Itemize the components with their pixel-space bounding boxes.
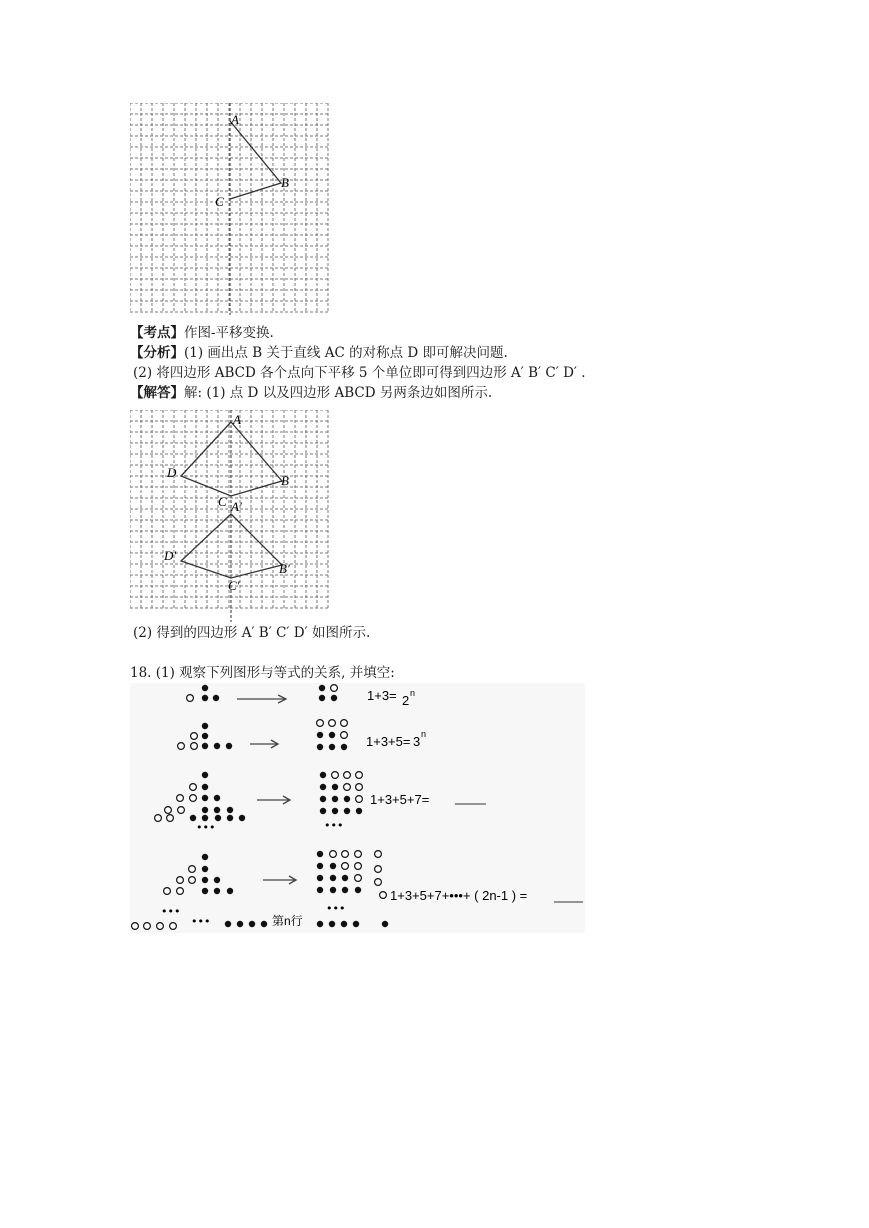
filled-dot (226, 743, 232, 749)
filled-dot (319, 695, 325, 701)
filled-dot (320, 796, 326, 802)
filled-dot (214, 807, 220, 813)
hollow-dot (177, 888, 184, 895)
filled-dot (344, 796, 350, 802)
hollow-dot (191, 733, 198, 740)
filled-dot (214, 743, 220, 749)
filled-dot (330, 887, 336, 893)
filled-dot (320, 772, 326, 778)
filled-dot (202, 866, 208, 872)
hollow-dot (355, 875, 362, 882)
filled-dot (382, 921, 388, 927)
hollow-dot (170, 923, 177, 930)
filled-dot (330, 875, 336, 881)
filled-dot (317, 744, 323, 750)
hollow-dot (317, 720, 324, 727)
filled-dot (213, 695, 219, 701)
hollow-dot (342, 851, 349, 858)
filled-dot (249, 921, 255, 927)
filled-dot (227, 888, 233, 894)
fenxi-line (130, 344, 508, 362)
jieda-tag: 【解答】 (130, 385, 184, 401)
hollow-dot (177, 877, 184, 884)
filled-dot (353, 921, 359, 927)
filled-dot (214, 888, 220, 894)
filled-dot (329, 744, 335, 750)
filled-dot (317, 863, 323, 869)
hollow-dot (189, 877, 196, 884)
hollow-dot (329, 720, 336, 727)
label-b: B (281, 175, 289, 190)
filled-dot (202, 877, 208, 883)
hollow-dot (356, 796, 363, 803)
hollow-dot (177, 795, 184, 802)
hollow-dot (178, 743, 185, 750)
filled-dot (202, 743, 208, 749)
hollow-dot (375, 879, 382, 886)
hollow-dot (187, 695, 194, 702)
fenxi-tag: 【分析】 (130, 345, 184, 361)
filled-dot (332, 784, 338, 790)
equation-1-exp: n (410, 688, 416, 698)
filled-dot (202, 685, 208, 691)
hollow-dot (342, 863, 349, 870)
hollow-dot (332, 772, 339, 779)
filled-dot (237, 921, 243, 927)
label-d-prime: D′ (164, 548, 177, 563)
label-d: D (167, 465, 177, 480)
jieda-text-1: 解: (1) 点 D 以及四边形 ABCD 另两条边如图所示. (184, 385, 493, 401)
label-a: A (231, 112, 239, 127)
label-a-prime: A′ (231, 499, 242, 514)
figure-3-dots (130, 683, 585, 933)
filled-dot (202, 723, 208, 729)
filled-dot (341, 921, 347, 927)
filled-dot (356, 808, 362, 814)
fenxi-text-1: (1) 画出点 B 关于直线 AC 的对称点 D 即可解决问题. (184, 345, 508, 361)
hollow-dot (157, 923, 164, 930)
filled-dot (332, 808, 338, 814)
filled-dot (214, 795, 220, 801)
filled-dot (320, 784, 326, 790)
equation-3: 1+3+5+7= (370, 792, 430, 807)
filled-dot (227, 815, 233, 821)
hollow-dot (330, 851, 337, 858)
label-c-prime: C′ (228, 578, 240, 593)
hollow-dot (164, 888, 171, 895)
label-b: B (281, 473, 289, 488)
filled-dot (342, 887, 348, 893)
hollow-dot (344, 772, 351, 779)
equation-1-base: 2 (402, 693, 410, 708)
equation-2-exp: n (421, 729, 427, 739)
figure-2-grid (130, 410, 330, 622)
equation-2: 1+3+5= (366, 734, 411, 749)
hollow-dot (167, 815, 174, 822)
filled-dot (317, 887, 323, 893)
filled-dot (202, 784, 208, 790)
filled-dot (317, 851, 323, 857)
jieda-line (130, 384, 492, 402)
filled-dot (202, 854, 208, 860)
ellipsis-dots: ••• (324, 819, 344, 832)
filled-dot (239, 815, 245, 821)
filled-dot (227, 807, 233, 813)
hollow-dot (191, 743, 198, 750)
hollow-dot (189, 866, 196, 873)
filled-dot (261, 921, 267, 927)
equation-2-base: 3 (413, 734, 421, 749)
filled-dot (332, 796, 338, 802)
filled-dot (329, 921, 335, 927)
filled-dot (202, 888, 208, 894)
filled-dot (202, 695, 208, 701)
hollow-dot (344, 784, 351, 791)
filled-dot (341, 744, 347, 750)
hollow-dot (375, 851, 382, 858)
filled-dot (214, 877, 220, 883)
hollow-dot (144, 923, 151, 930)
filled-dot (317, 875, 323, 881)
hollow-dot (155, 815, 162, 822)
equation-4: 1+3+5+7+•••+ ( 2n-1 ) = (390, 888, 528, 903)
hollow-dot (355, 851, 362, 858)
filled-dot (330, 863, 336, 869)
filled-dot (319, 685, 325, 691)
equation-1: 1+3= (367, 688, 397, 703)
label-c: C (215, 194, 224, 209)
filled-dot (342, 875, 348, 881)
hollow-dot (356, 784, 363, 791)
filled-dot (317, 732, 323, 738)
ellipsis-dots: ••• (161, 905, 181, 918)
hollow-dot (132, 923, 139, 930)
hollow-dot (375, 866, 382, 873)
fenxi-line-2: (2) 将四边形 ABCD 各个点向下平移 5 个单位即可得到四边形 A′ B′ C′ D′ . (133, 365, 586, 381)
kaodian-line (130, 324, 274, 342)
filled-dot (215, 815, 221, 821)
filled-dot (329, 732, 335, 738)
filled-dot (202, 772, 208, 778)
filled-dot (331, 695, 337, 701)
nth-row-label: 第n行 (272, 914, 303, 928)
hollow-dot (356, 772, 363, 779)
hollow-dot (190, 795, 197, 802)
filled-dot (320, 808, 326, 814)
kaodian-tag: 【考点】 (130, 325, 184, 341)
jieda-line-2: (2) 得到的四边形 A′ B′ C′ D′ 如图所示. (133, 625, 371, 641)
hollow-dot (341, 732, 348, 739)
filled-dot (355, 887, 361, 893)
filled-dot (202, 795, 208, 801)
hollow-dot (341, 720, 348, 727)
label-b-prime: B′ (279, 561, 290, 576)
hollow-dot (178, 807, 185, 814)
filled-dot (225, 921, 231, 927)
filled-dot (202, 733, 208, 739)
ellipsis-dots: ••• (326, 902, 346, 915)
hollow-dot (331, 685, 338, 692)
kaodian-text: 作图-平移变换. (184, 325, 274, 341)
figure-1-grid (130, 103, 330, 315)
ellipsis-dots: ••• (196, 821, 216, 834)
hollow-dot (190, 784, 197, 791)
question-18: 18. (1) 观察下列图形与等式的关系, 并填空: (130, 665, 395, 681)
hollow-dot (355, 863, 362, 870)
label-a: A (233, 412, 241, 427)
filled-dot (317, 921, 323, 927)
filled-dot (344, 808, 350, 814)
filled-dot (202, 807, 208, 813)
hollow-dot (380, 892, 387, 899)
ellipsis-dots: ••• (191, 915, 211, 928)
hollow-dot (165, 807, 172, 814)
label-c: C (218, 494, 227, 509)
quad-abcd (181, 422, 282, 496)
